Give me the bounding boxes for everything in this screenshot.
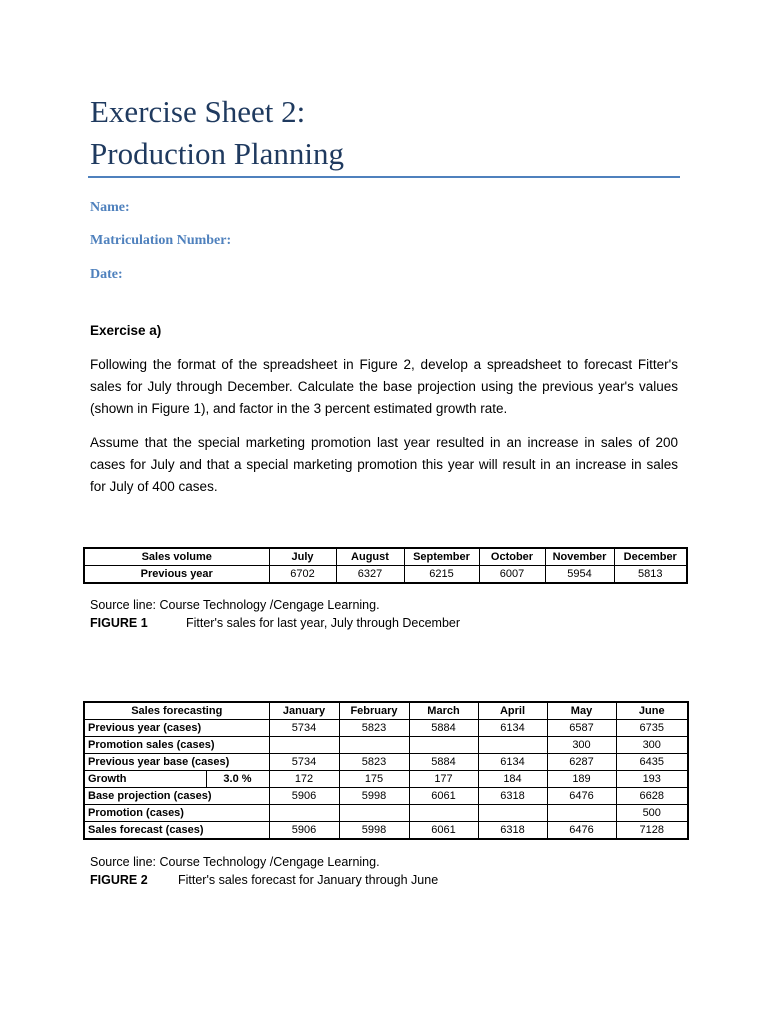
table-cell [478,805,547,822]
table-cell: 5884 [409,754,478,771]
table1-header-cell: July [269,548,336,566]
table-cell: 6735 [616,720,688,737]
table-row [84,566,687,584]
paragraph-2: Assume that the special marketing promotion last year resulted in an increase in sales of 200 cases for July and that a special marketing promotion this year will result in an increase in sales for July of 400 cases. [90,435,678,494]
table-cell: 6134 [478,754,547,771]
table-cell: 6476 [547,822,616,840]
table-cell: 5823 [339,720,409,737]
figure2-caption [90,873,438,887]
table1-header-cell: August [336,548,404,566]
table2-header-cell: April [478,702,547,720]
table-cell: 193 [616,771,688,788]
date-label: Date: [90,267,123,282]
matriculation-label: Matriculation Number: [90,233,232,248]
table2-header-cell: June [616,702,688,720]
figure2-source-line: Source line: Course Technology /Cengage Learning. [90,855,380,869]
title-divider [88,176,680,178]
table-row [84,720,688,737]
table-cell: 6287 [547,754,616,771]
table-cell [339,805,409,822]
table-cell: 175 [339,771,409,788]
table-cell: 184 [478,771,547,788]
title-line-2: Production Planning [90,136,345,171]
table-row [84,805,688,822]
table-cell: 5884 [409,720,478,737]
table2-header-cell: Sales forecasting [84,702,269,720]
table2-row-label: Previous year (cases) [84,720,269,737]
table-cell: 6628 [616,788,688,805]
exercise-heading: Exercise a) [90,323,162,338]
table1-header-cell: September [404,548,479,566]
figure1-label: FIGURE 1 [90,616,148,630]
table-cell: 6587 [547,720,616,737]
table-cell: 5998 [339,822,409,840]
table-cell: 6435 [616,754,688,771]
paragraph-1: Following the format of the spreadsheet in Figure 2, develop a spreadsheet to forecast Fitter's sales for July through December. Calculate the base projection using the previous year's values (shown in Figure 1), and factor in the 3 percent estimated growth rate. [90,357,678,416]
table-cell: 5813 [614,566,687,584]
table2-header-cell: May [547,702,616,720]
figure2-caption-text: Fitter's sales forecast for January through June [178,873,439,887]
table2-row-label: Previous year base (cases) [84,754,269,771]
figure1-table [83,547,688,584]
table-cell [339,737,409,754]
table-cell [547,805,616,822]
table-cell: 5734 [269,720,339,737]
table1-header-cell: Sales volume [84,548,269,566]
table2-row-label: Base projection (cases) [84,788,269,805]
table-cell [269,737,339,754]
table2-row-label: Promotion sales (cases) [84,737,269,754]
table-cell: 172 [269,771,339,788]
table-cell [478,737,547,754]
table-cell: 6702 [269,566,336,584]
table-cell: 189 [547,771,616,788]
growth-rate-cell: 3.0 % [206,771,269,788]
table-cell: 6476 [547,788,616,805]
table2-header-cell: February [339,702,409,720]
table-cell [269,805,339,822]
title-line-1: Exercise Sheet 2: [90,94,306,129]
table-cell: 300 [616,737,688,754]
table-cell [409,737,478,754]
table-cell: 5954 [545,566,614,584]
table-cell: 6061 [409,822,478,840]
table1-header-cell: October [479,548,545,566]
table-cell: 5998 [339,788,409,805]
table-row [84,771,688,788]
table-cell: 5823 [339,754,409,771]
figure2-label: FIGURE 2 [90,873,148,887]
table1-header-cell: December [614,548,687,566]
table-cell: 6215 [404,566,479,584]
table-cell: 6318 [478,822,547,840]
table1-header-cell: November [545,548,614,566]
table-cell: 5906 [269,788,339,805]
table2-header-cell: March [409,702,478,720]
table2-row-label: Sales forecast (cases) [84,822,269,840]
table-cell: 6318 [478,788,547,805]
table-cell: 6007 [479,566,545,584]
table2-row-label: Growth [84,771,206,788]
table-cell: 5734 [269,754,339,771]
figure1-source-line: Source line: Course Technology /Cengage Learning. [90,598,380,612]
figure1-caption [90,616,460,630]
table2-header-cell: January [269,702,339,720]
table1-row-label: Previous year [84,566,269,584]
table-cell: 6327 [336,566,404,584]
table-cell: 5906 [269,822,339,840]
table-cell: 6134 [478,720,547,737]
name-label: Name: [90,200,130,215]
figure2-table [83,701,689,840]
table-cell [409,805,478,822]
table-cell: 6061 [409,788,478,805]
table2-row-label: Promotion (cases) [84,805,269,822]
table1-header-row [84,548,687,566]
table2-header-row [84,702,688,720]
table-cell: 177 [409,771,478,788]
table-row [84,737,688,754]
table-cell: 500 [616,805,688,822]
table-row [84,822,688,840]
table-row [84,788,688,805]
table-row [84,754,688,771]
figure1-caption-text: Fitter's sales for last year, July through December [186,616,461,630]
table-cell: 7128 [616,822,688,840]
table-cell: 300 [547,737,616,754]
